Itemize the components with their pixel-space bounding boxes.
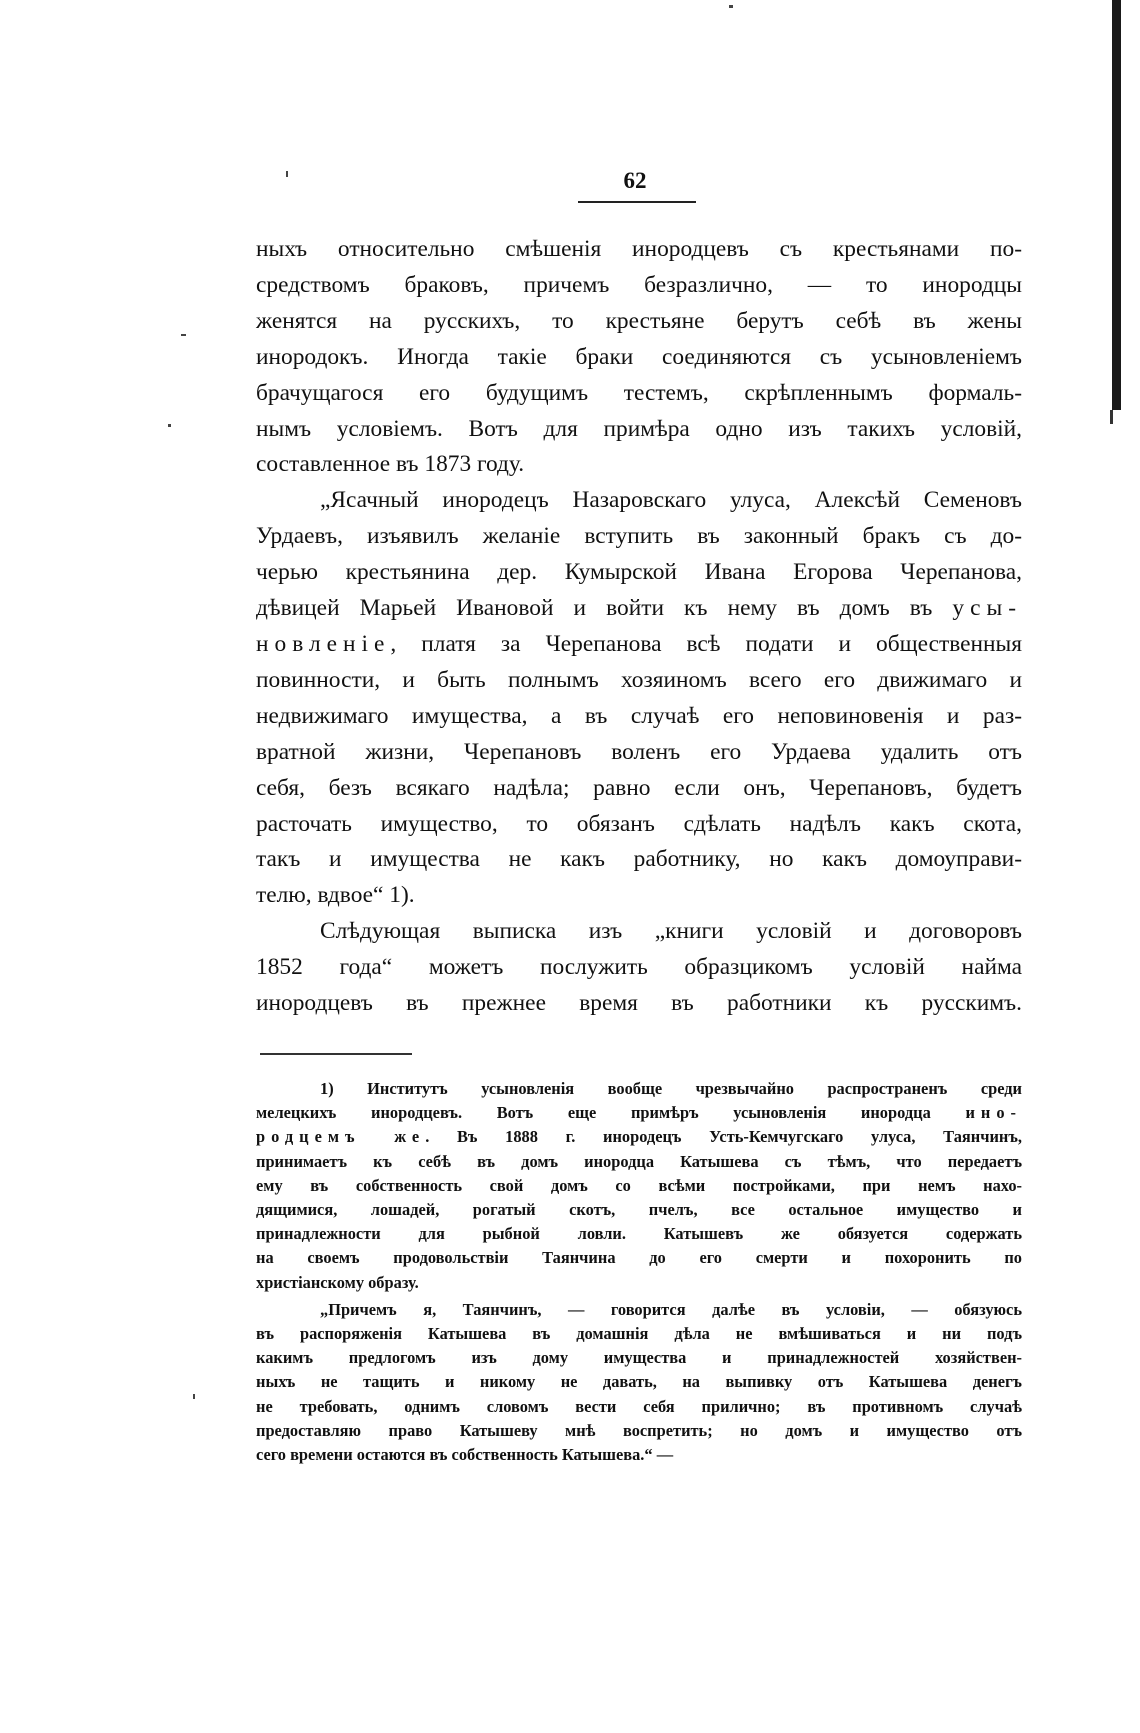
scan-edge-bar-tail — [1110, 410, 1113, 424]
text-line: брачущагося его будущимъ тестемъ, скрѣпленнымъ формаль- — [256, 379, 1022, 406]
text-line: инородокъ. Иногда такіе браки соединяются съ усыновленіемъ — [256, 343, 1022, 370]
text-line: телю, вдвое“ 1). — [256, 882, 415, 909]
text-line: средствомъ браковъ, причемъ безразлично, — то инородцы — [256, 271, 1022, 298]
scan-edge-bar — [1112, 0, 1121, 410]
text-line: такъ и имущества не какъ работнику, но какъ домоуправи- — [256, 846, 1022, 873]
text-line: повинности, и быть полнымъ хозяиномъ всего его движимаго и — [256, 666, 1022, 693]
footnote-1 — [256, 1077, 1022, 1295]
text-line: составленное въ 1873 году. — [256, 451, 525, 478]
page-number-rule — [578, 201, 696, 203]
text-line: ныхъ относительно смѣшенія инородцевъ съ крестьянами по- — [256, 236, 1022, 262]
text-line: нымъ условіемъ. Вотъ для примѣра одно изъ такихъ условій, — [256, 415, 1022, 442]
footnote-line: принадлежности для рыбной ловли. Катышевъ же обязуется содержать — [256, 1224, 1022, 1244]
footnote-line: христіанскому образу. — [256, 1272, 419, 1292]
footnote-line: въ распоряженія Катышева въ домашнія дѣла не вмѣшиваться и ни подъ — [256, 1324, 1022, 1344]
footnote-line: дящимися, лошадей, рогатый скотъ, пчелъ, все остальное имущество и — [256, 1200, 1022, 1220]
scan-speck — [181, 334, 186, 336]
footnote-line — [256, 1101, 1022, 1125]
footnote-line: какимъ предлогомъ изъ дому имущества и принадлежностей хозяйствен- — [256, 1348, 1022, 1368]
paragraph-2 — [256, 483, 1022, 914]
text-line: расточать имущество, то обязанъ сдѣлать надѣлъ какъ скота, — [256, 810, 1022, 837]
footnote-line: предоставляю право Катышеву мнѣ воспретить; но домъ и имущество отъ — [256, 1420, 1022, 1440]
footnote-line: ныхъ не тащить и никому не давать, на выпивку отъ Катышева денегъ — [256, 1372, 1022, 1392]
footnote-line: на своемъ продовольствіи Таянчина до его смерти и похоронить по — [256, 1248, 1022, 1268]
footnote-line: сего времени остаются въ собственность Катышева.“ — — [256, 1445, 674, 1465]
page-number: 62 — [623, 168, 647, 193]
footnote-line: принимаетъ къ себѣ въ домъ инородца Катышева съ тѣмъ, что передаетъ — [256, 1151, 1022, 1171]
text-line: вратной жизни, Черепановъ воленъ его Урдаева удалить отъ — [256, 738, 1022, 765]
text-line: инородцевъ въ прежнее время въ работники къ русскимъ. — [256, 990, 1022, 1017]
paragraph-1 — [256, 232, 1022, 483]
main-text — [256, 232, 1022, 1022]
footnote-2 — [256, 1298, 1022, 1467]
footnotes — [256, 1077, 1022, 1467]
text-line — [256, 627, 1022, 663]
text-line: черью крестьянина дер. Кумырской Ивана Егорова Черепанова, — [256, 559, 1022, 586]
footnote-line: не требовать, однимъ словомъ вести себя прилично; въ противномъ случаѣ — [256, 1396, 1022, 1416]
text-line: Урдаевъ, изъявилъ желаніе вступить въ законный бракъ съ до- — [256, 523, 1022, 550]
paragraph-3 — [256, 914, 1022, 1022]
footnote-line: ему въ собственность свой домъ со всѣми постройками, при немъ нахо- — [256, 1175, 1022, 1195]
text-segment: Въ 1888 г. инородецъ Усть-Кемчугскаго улуса, Таянчинъ, — [456, 1127, 1022, 1147]
footnote-line: родцемъ же. Въ 1888 г. инородецъ Усть-Кемчугскаго улуса, Таянчинъ, — [256, 1127, 1022, 1147]
text-line: недвижимаго имущества, а въ случаѣ его неповиновенія и раз- — [256, 702, 1022, 729]
text-line: 1852 года“ можетъ послужить образцикомъ условій найма — [256, 954, 1022, 981]
text-line: женятся на русскихъ, то крестьяне берутъ себѣ въ жены — [256, 307, 1022, 334]
text-line — [256, 591, 1022, 627]
text-line: „Ясачный инородецъ Назаровскаго улуса, Алексѣй Семеновъ — [320, 487, 1022, 514]
spaced-text: усы- — [952, 595, 1022, 622]
text-segment: мелецкихъ инородцевъ. Вотъ еще примѣръ усыновленія инородца — [256, 1103, 931, 1123]
spaced-text: родцемъ же — [256, 1127, 426, 1147]
text-segment: , платя за Черепанова всѣ подати и общественныя — [390, 630, 1022, 657]
footnote-line: „Причемъ я, Таянчинъ, — говорится далѣе въ условіи, — обязуюсь — [320, 1299, 1022, 1319]
spaced-text: новленіе — [256, 630, 391, 657]
text-line: себя, безъ всякаго надѣла; равно если онъ, Черепановъ, будетъ — [256, 774, 1022, 801]
scan-speck — [193, 1394, 195, 1399]
scan-speck — [729, 5, 733, 8]
spaced-text: ино- — [965, 1103, 1022, 1123]
footnote-rule — [260, 1053, 412, 1055]
text-segment: дѣвицей Марьей Ивановой и войти къ нему въ домъ въ — [256, 595, 933, 622]
scan-speck — [168, 424, 171, 427]
footnote-line: 1) Институтъ усыновленія вообще чрезвычайно распространенъ среди — [320, 1079, 1022, 1098]
text-line: Слѣдующая выписка изъ „книги условій и договоровъ — [320, 918, 1022, 945]
